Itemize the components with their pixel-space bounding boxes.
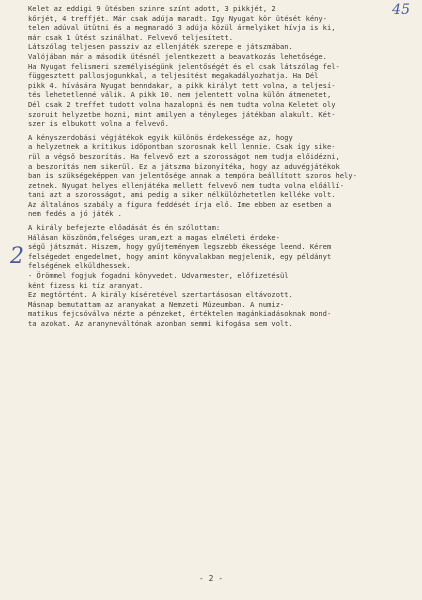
text-line: szer is elbukott volna a felvevő. [28, 119, 169, 129]
text-line: Valójában már a második ütésnél jelentkezett a beavatkozás lehetősége. [28, 51, 327, 61]
text-line: zetnek. Nyugat helyes ellenjátéka mellett felvevő nem tudta volna előállí- [28, 180, 345, 190]
text-line: telen adúval ütütni és a megmaradó 3 adúja közül ármelyiket hívja is ki, [28, 23, 336, 33]
text-line: felségének elküldhessek. [28, 261, 131, 271]
text-line: Kelet az eddigi 9 ütésben szinre színt adott, 3 pikkjét, 2 [28, 4, 276, 13]
text-line: a helyzetnek a kritikus időpontban szorosnak kell lennie. Csak így sike- [28, 142, 336, 152]
text-line: matikus fejcsóválva nézte a pénzeket, értéktelen magánkiadásoknak mond- [28, 309, 332, 319]
text-line: Dél csak 2 treffet tudott volna hazalopni és nem tudta volna Keletet oly [28, 99, 336, 109]
text-line: tés lehetetlenné válik. A pikk 10. nem jelentett volna külön átmenetet, [28, 90, 332, 100]
page-number-footer: - 2 - [198, 574, 224, 583]
text-line: Másnap bemutattam az aranyakat a Nemzeti Múzeumban. A numiz- [28, 299, 285, 309]
text-line: Ha Nyugat felismeri személyiségünk jelentőségét és el csak látszólag fel- [28, 61, 340, 71]
text-line: ségű játszmát. Hiszem, hogy gyűjteményem legszebb ékessége leend. Kérem [28, 242, 332, 252]
text-line: függesztett pallosjogunkkal, a teljesítést megakadályozhatja. Ha Dél [28, 71, 319, 81]
text-line: szoruit helyzetbe hozni, mint amilyen a tényleges játékban alakult. Két- [28, 109, 336, 119]
text-line: pikk 4. hívására Nyugat benndakar, a pikk királyt tett volna, a teljesí- [28, 80, 336, 90]
handwritten-page-number: 45 [392, 2, 410, 18]
margin-mark: 2 [10, 244, 24, 269]
text-line: Látszólag teljesen passziv az ellenjáték szerepe e játszmában. [28, 42, 293, 52]
text-line: felségedet engedelmet, hogy amint könyvalakban megjelenik, egy példányt [28, 251, 332, 261]
text-line: ban is szükségeképpen van jelentősége annak a tempóra beállított szoros hely- [28, 171, 357, 181]
text-line: Hálásan köszönöm,felséges uram,ezt a magas elméleti érdeke- [28, 232, 280, 242]
document-body [28, 4, 406, 329]
text-line: ta azokat. Az aranyneváltónak azonban semmi kifogása sem volt. [28, 319, 293, 328]
text-line: ként fizess ki tíz aranyat. [28, 280, 144, 290]
text-line: kőrjét, 4 treffjét. Már csak adúja maradt. Igy Nyugat kör ütését kény- [28, 13, 327, 23]
text-line: rül a végső beszorítás. Ha felvevő ezt a szorosságot nem tudja előidézni, [28, 151, 340, 161]
text-line: tani azt a szorosságot, ami pedig a siker nélkülözhetetlen kelléke volt. [28, 190, 336, 200]
text-line: nem fedés a jó játék . [28, 209, 122, 219]
text-line: Ez megtörtént. A király kíséretével szertartásosan eltávozott. [28, 290, 293, 300]
text-line: már csak 1 ütést szinálhat. Felvevő teljesített. [28, 32, 233, 42]
text-line: a beszorítás nem sikerül. Ez a játszma bizonyítéka, hogy az aduvégjátékok [28, 161, 340, 171]
text-line: A király befejezte előadását és én szólottam: [28, 223, 221, 233]
text-line: - Örömmel fogjuk fogadni könyvedet. Udvarmester, előfizetésül [28, 271, 289, 281]
text-line: A kényszerdobási végjátékok egyik különös érdekessége az, hogy [28, 132, 293, 142]
text-line: Az általános szabály a figura feddését írja elő. Ime ebben az esetben a [28, 199, 332, 209]
